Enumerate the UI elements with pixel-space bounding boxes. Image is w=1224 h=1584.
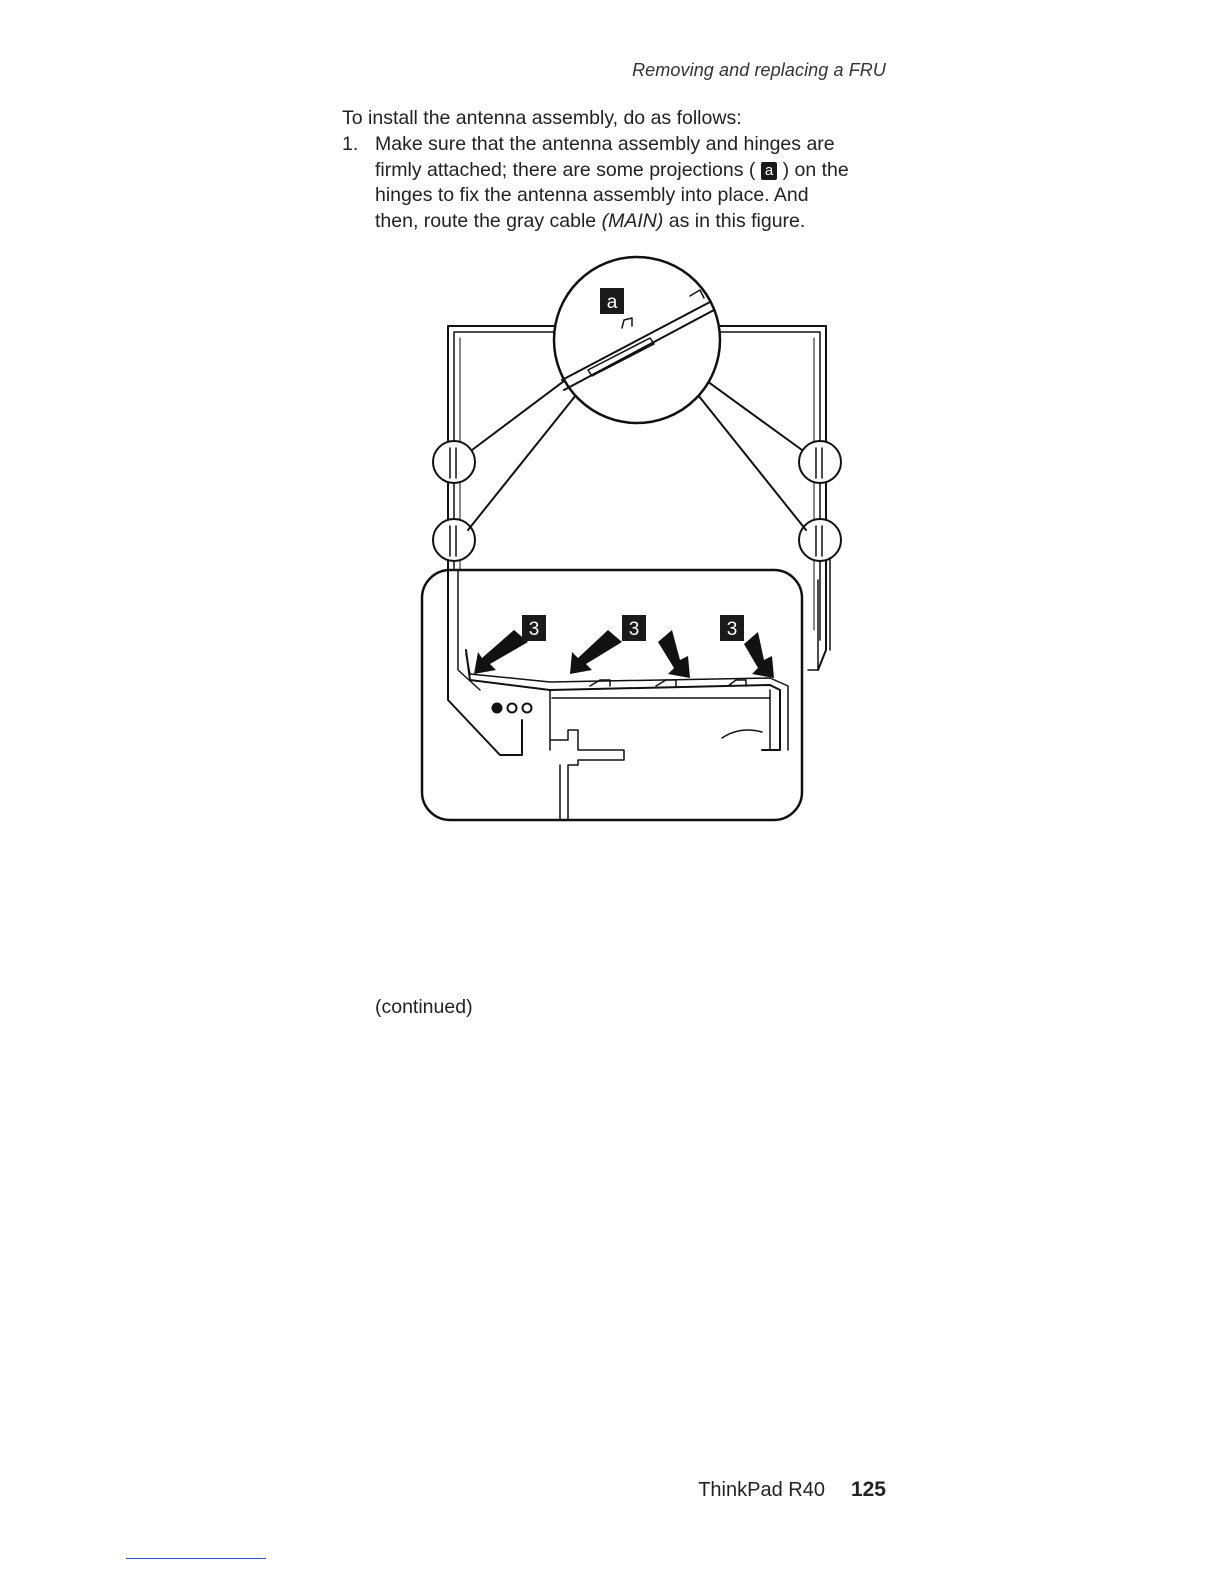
step-line-3: hinges to fix the antenna assembly into place. And <box>375 184 809 206</box>
step-line-2 <box>375 158 905 184</box>
continued-note: (continued) <box>375 996 473 1018</box>
step-line-4-after: as in this figure. <box>663 209 806 232</box>
cable-name: (MAIN) <box>601 209 664 232</box>
step-line-2-after: ) on the <box>782 158 849 181</box>
callout-3-middle: 3 <box>628 619 640 640</box>
antenna-assembly-figure <box>410 250 850 830</box>
step-line-4-before: then, route the gray cable <box>375 209 602 232</box>
product-name: ThinkPad R40 <box>698 1479 825 1501</box>
callout-a: a <box>606 292 618 313</box>
hinge-callout-right-upper <box>799 441 841 483</box>
page-footer <box>698 1478 886 1502</box>
hinge-callout-right-lower <box>799 519 841 561</box>
callout-3-right: 3 <box>726 619 738 640</box>
callout-a-inline: a <box>761 162 777 180</box>
bottom-link-rule <box>126 1558 266 1559</box>
step-text <box>375 132 905 234</box>
step-line-2-before: firmly attached; there are some projections ( <box>375 158 756 181</box>
page-number: 125 <box>850 1478 886 1501</box>
step-line-1: Make sure that the antenna assembly and hinges are <box>375 133 835 155</box>
hinge-callout-left-lower <box>433 519 475 561</box>
running-header: Removing and replacing a FRU <box>632 60 886 80</box>
cable-route-detail <box>422 570 802 820</box>
callout-3-left: 3 <box>528 619 540 640</box>
intro-paragraph: To install the antenna assembly, do as follows: <box>342 107 742 129</box>
hinge-callout-left-upper <box>433 441 475 483</box>
step-line-4 <box>375 209 905 235</box>
step-number: 1. <box>342 133 359 155</box>
